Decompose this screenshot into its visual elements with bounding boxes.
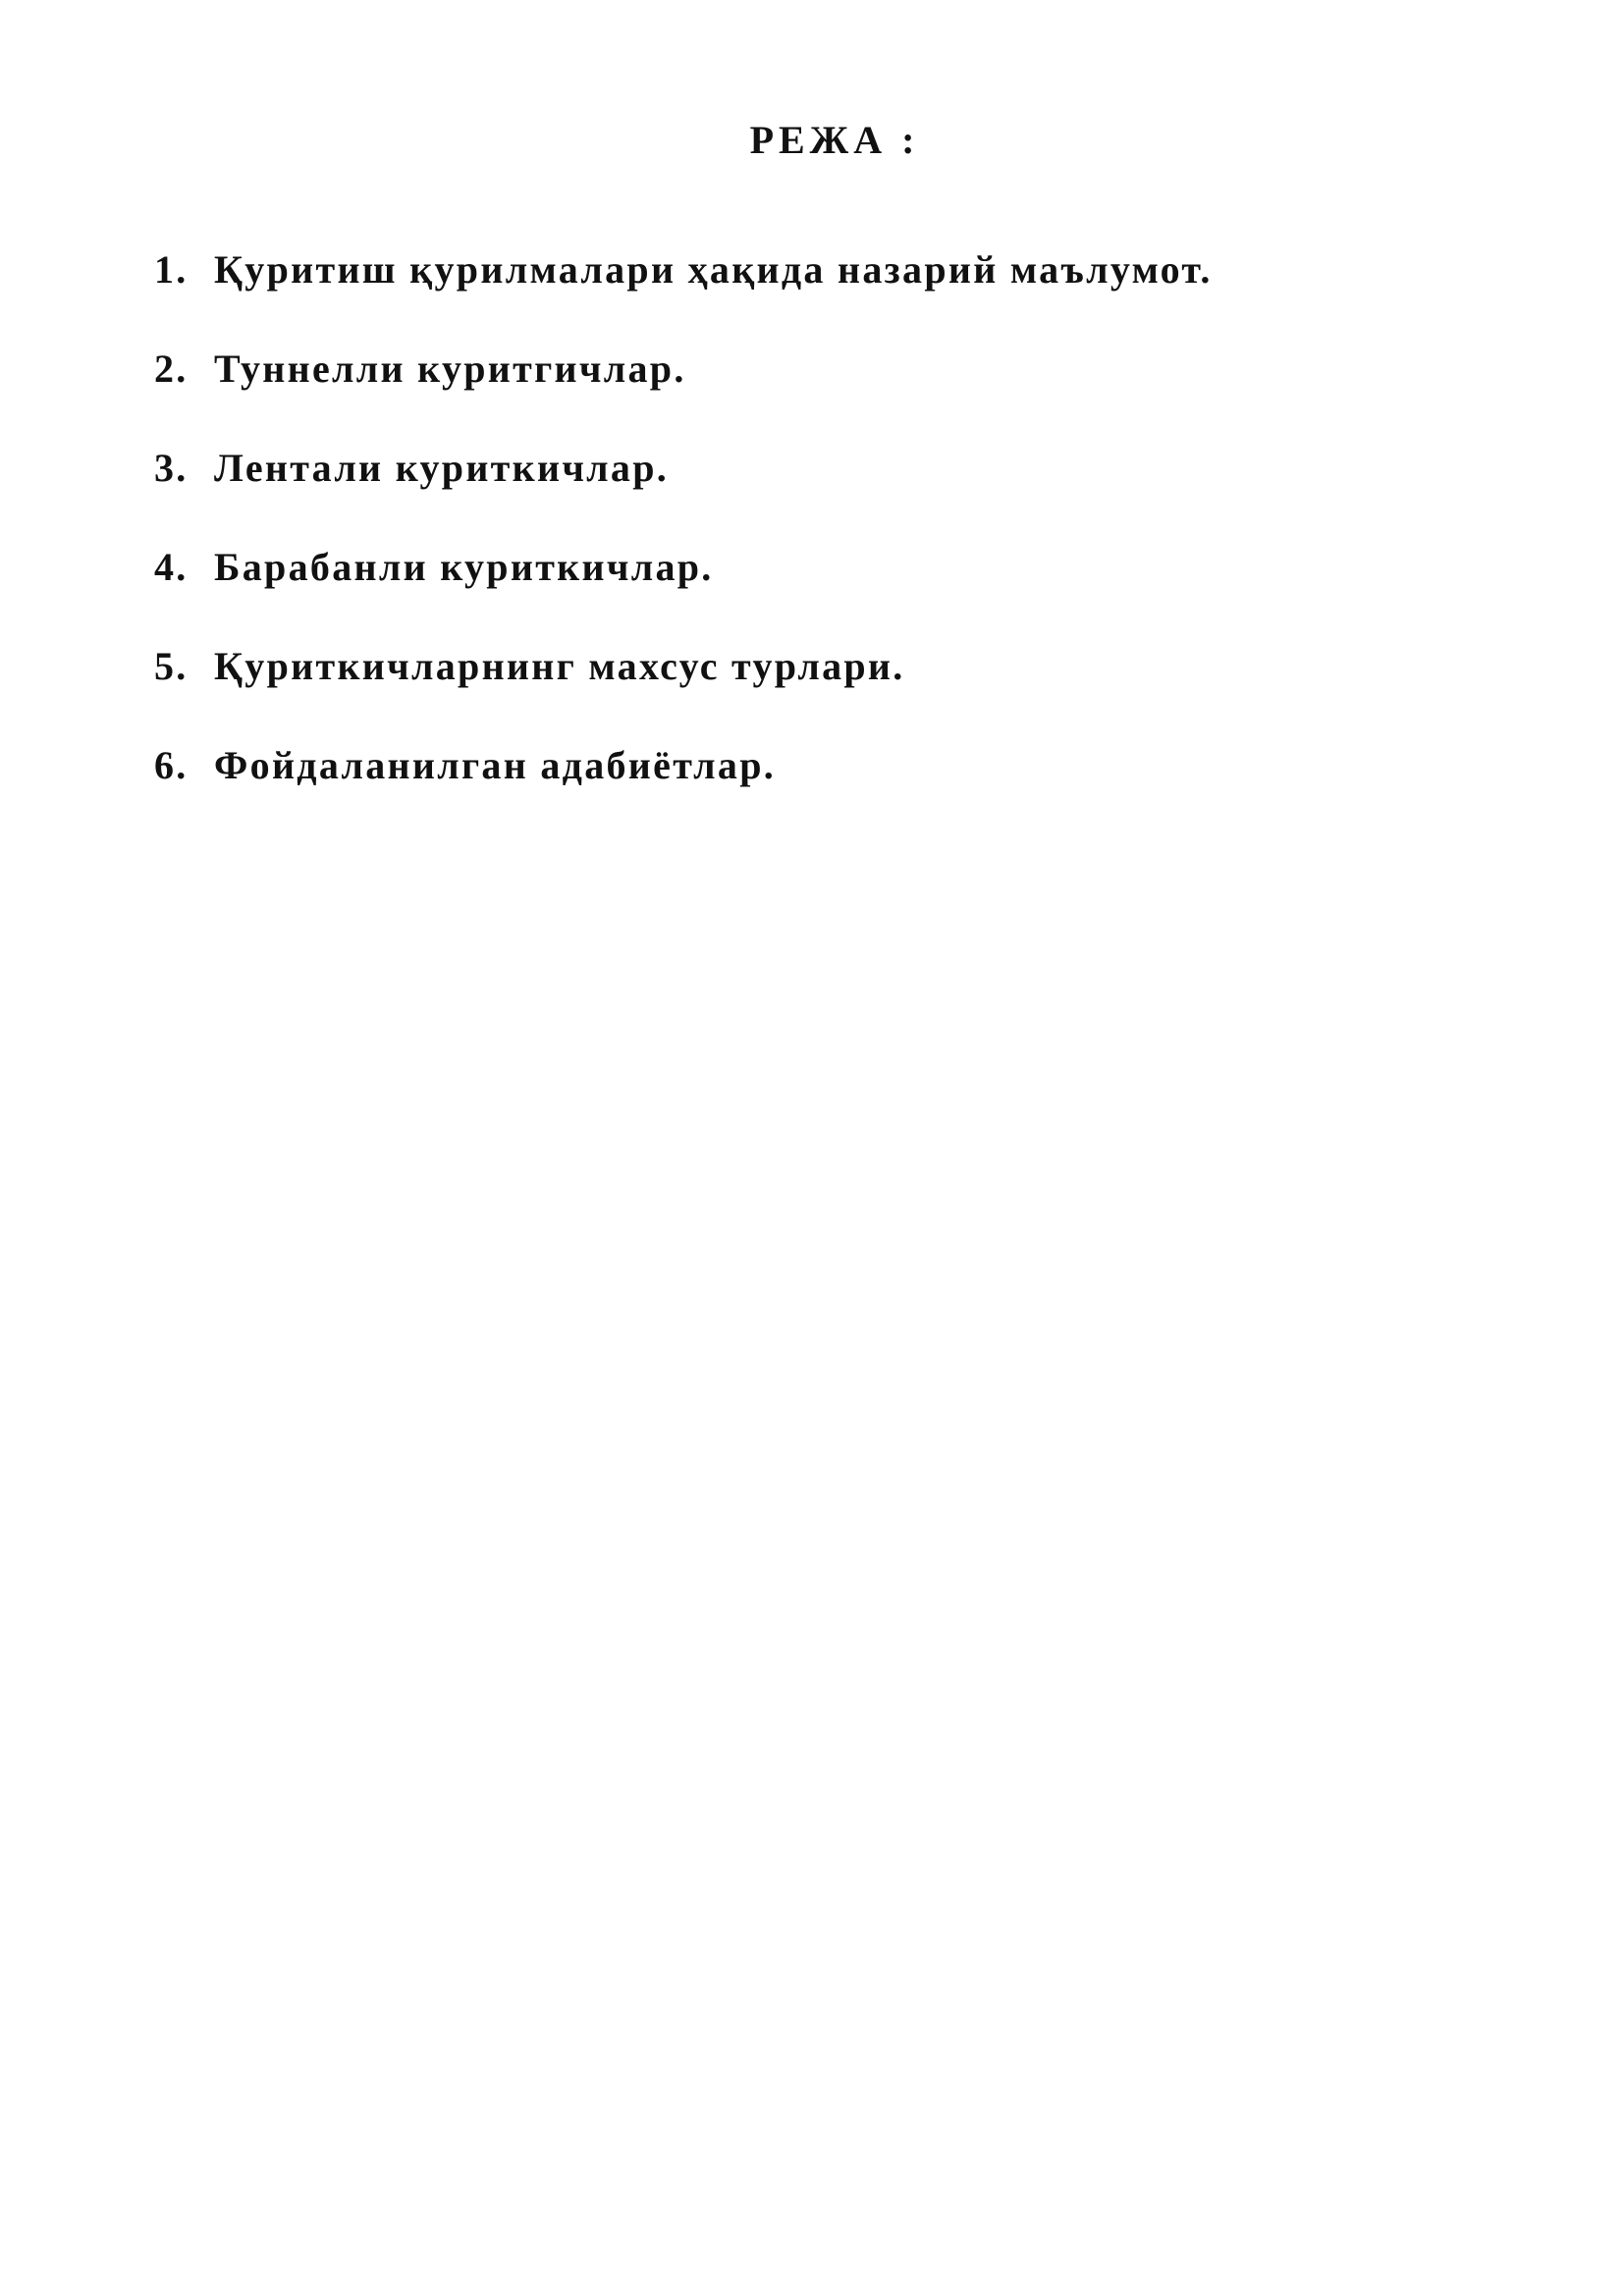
plan-item-number: 1.: [154, 247, 189, 292]
plan-item-4: [154, 543, 1213, 642]
plan-item-3: [154, 444, 1213, 543]
plan-item-text: Барабанли куриткичлар.: [214, 545, 714, 589]
plan-item-number: 6.: [154, 743, 189, 787]
page-title: РЕЖА :: [749, 118, 920, 162]
plan-item-number: 3.: [154, 446, 189, 490]
plan-item-text: Фойдаланилган адабиётлар.: [214, 743, 777, 787]
plan-item-number: 4.: [154, 545, 189, 589]
plan-item-text: Қуриткичларнинг махсус турлари.: [214, 644, 905, 688]
plan-item-1: [154, 245, 1213, 345]
plan-item-text: Қуритиш қурилмалари ҳақида назарий маълумот.: [214, 247, 1213, 292]
plan-item-2: [154, 345, 1213, 444]
plan-item-5: [154, 642, 1213, 741]
plan-item-text: Туннелли куритгичлар.: [214, 347, 686, 391]
plan-item-number: 5.: [154, 644, 189, 688]
plan-item-6: [154, 741, 1213, 840]
plan-item-number: 2.: [154, 347, 189, 391]
plan-item-text: Лентали куриткичлар.: [214, 446, 670, 490]
plan-list: [154, 245, 1213, 840]
